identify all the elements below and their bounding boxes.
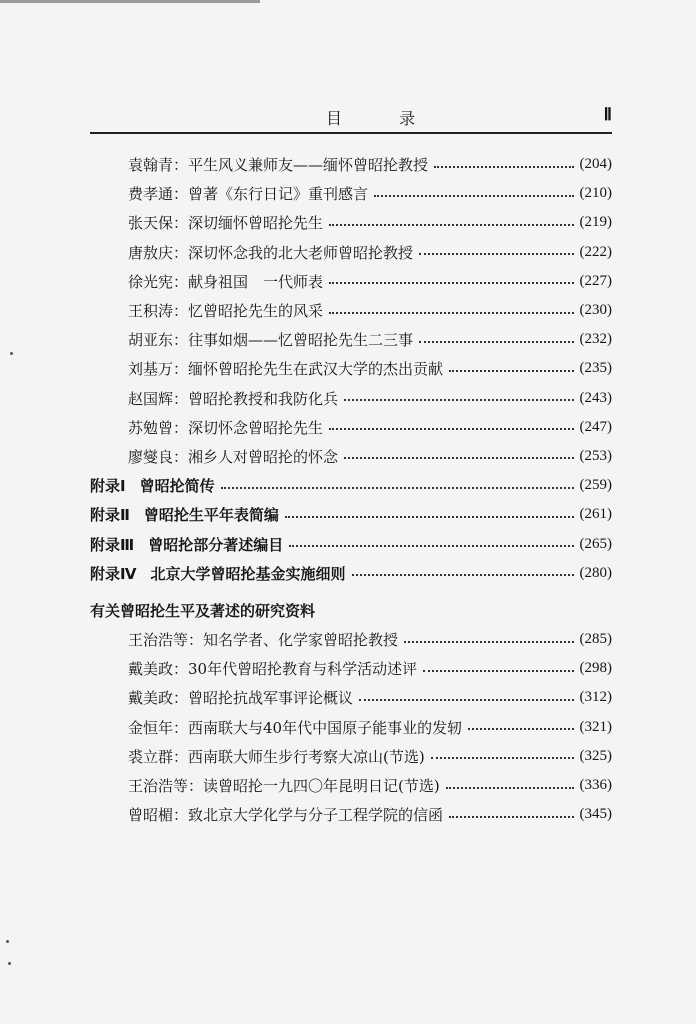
- toc-entry[interactable]: 张天保：深切缅怀曾昭抡先生 (219): [128, 214, 612, 233]
- toc-entry[interactable]: 刘基万：缅怀曾昭抡先生在武汉大学的杰出贡献 (235): [128, 360, 612, 379]
- toc-appendix[interactable]: 附录Ⅰ 曾昭抡简传 (259): [90, 477, 612, 496]
- toc-entry[interactable]: 廖燮良：湘乡人对曾昭抡的怀念 (253): [128, 447, 612, 466]
- toc-section-a: [90, 150, 612, 588]
- page-header: [90, 104, 612, 130]
- toc-entry[interactable]: 苏勉曾：深切怀念曾昭抡先生 (247): [128, 418, 612, 437]
- toc-entry[interactable]: 戴美政：曾昭抡抗战军事评论概议 (312): [128, 689, 612, 708]
- toc-entry[interactable]: 王治浩等：知名学者、化学家曾昭抡教授 (285): [128, 631, 612, 650]
- scan-speck: [6, 940, 9, 943]
- toc-entry[interactable]: 赵国辉：曾昭抡教授和我防化兵 (243): [128, 389, 612, 408]
- toc-entry[interactable]: 胡亚东：往事如烟——忆曾昭抡先生二三事 (232): [128, 331, 612, 350]
- toc-entry[interactable]: 金恒年：西南联大与40年代中国原子能事业的发轫 (321): [128, 718, 612, 737]
- header-rule: [90, 132, 612, 134]
- toc-entry[interactable]: 袁翰青：平生风义兼师友——缅怀曾昭抡教授 (204): [128, 156, 612, 175]
- toc-entry[interactable]: 王治浩等：读曾昭抡一九四〇年昆明日记(节选) (336): [128, 777, 612, 796]
- toc-entry[interactable]: 戴美政：30年代曾昭抡教育与科学活动述评 (298): [128, 660, 612, 679]
- page-number: Ⅱ: [603, 105, 612, 124]
- toc-appendix[interactable]: 附录Ⅲ 曾昭抡部分著述编目 (265): [90, 535, 612, 554]
- scan-speck: [10, 352, 13, 355]
- toc-entry[interactable]: 王积涛：忆曾昭抡先生的风采 (230): [128, 302, 612, 321]
- toc-entry[interactable]: 唐敖庆：深切怀念我的北大老师曾昭抡教授 (222): [128, 243, 612, 262]
- section-heading: 有关曾昭抡生平及著述的研究资料: [90, 602, 316, 620]
- toc-appendix[interactable]: 附录Ⅳ 北京大学曾昭抡基金实施细则 (280): [90, 564, 612, 583]
- scan-speck: [8, 962, 11, 965]
- toc-entry[interactable]: 费孝通：曾著《东行日记》重刊感言 (210): [128, 185, 612, 204]
- toc-section-b: [90, 596, 612, 829]
- toc-entry[interactable]: 曾昭楣：致北京大学化学与分子工程学院的信函 (345): [128, 806, 612, 825]
- toc-entry[interactable]: 徐光宪：献身祖国 一代师表 (227): [128, 272, 612, 291]
- scan-edge-mark: [0, 0, 260, 3]
- toc-appendix[interactable]: 附录Ⅱ 曾昭抡生平年表简编 (261): [90, 506, 612, 525]
- page-title: 目 录: [326, 109, 442, 128]
- toc-entry[interactable]: 裘立群：西南联大师生步行考察大凉山(节选) (325): [128, 747, 612, 766]
